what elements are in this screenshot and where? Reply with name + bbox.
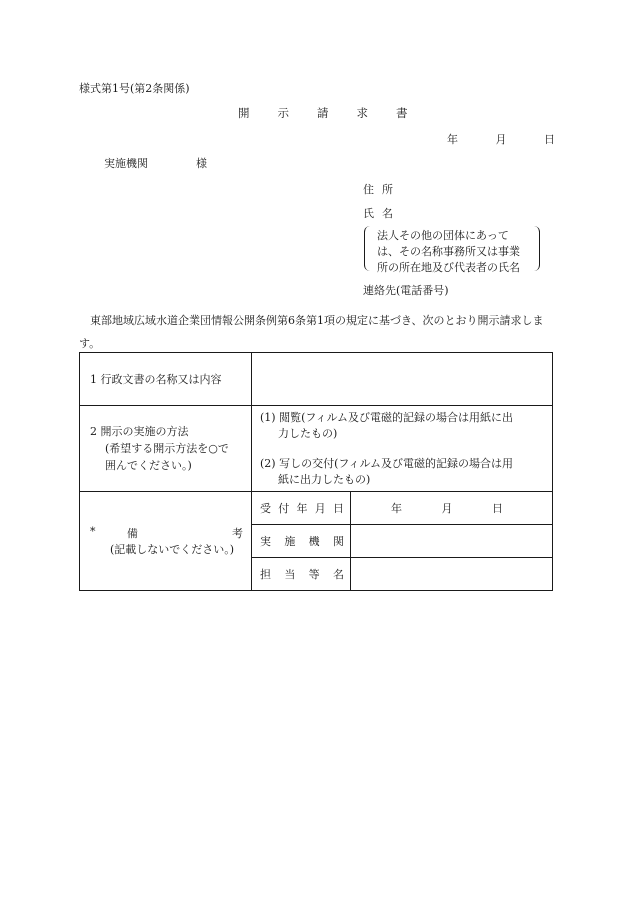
asterisk-mark: * [90,524,96,538]
day-label: 日 [544,133,555,146]
method-note-line: (希望する開示方法を○で [105,442,229,455]
note-line: は、その名称事務所又は事業 [377,245,520,258]
received-date-label: 受 付 年 月 日 [252,492,351,525]
document-name-field[interactable] [252,353,553,406]
table-row [80,353,553,406]
year-label: 年 [447,133,458,146]
recipient-label: 実施機関 [104,157,148,170]
document-name-label: 1 行政文書の名称又は内容 [80,353,252,406]
method-heading: 2 開示の実施の方法 [90,425,189,438]
officer-label: 担 当 等 名 [252,558,351,591]
intro-paragraph: 東部地域広域水道企業団情報公開条例第6条第1項の規定に基づき、次のとおり開示請求します。 [79,314,544,350]
option-viewing[interactable]: (1) 閲覧(フィルム及び電磁的記録の場合は用紙に出 力したもの) [260,410,514,440]
table-row [80,406,553,492]
note-line: 法人その他の団体にあって [377,229,509,242]
recipient-suffix: 様 [196,157,207,170]
disclosure-method-label [80,406,252,492]
table-row [80,492,553,525]
remarks-label [80,492,252,591]
page-title: 開示請求書 [238,106,436,120]
corporation-note [364,226,540,274]
remarks-char: 備 [126,526,138,540]
year-label: 年 [391,502,402,515]
agency-field[interactable] [351,525,553,558]
address-label: 住所 [363,183,401,196]
officer-field[interactable] [351,558,553,591]
method-note-line: 囲んでください。) [105,459,192,472]
month-label: 月 [441,502,453,515]
request-table [79,352,553,591]
remarks-char: 考 [232,526,243,540]
agency-label: 実 施 機 関 [252,525,351,558]
request-date [447,134,555,145]
day-label: 日 [492,502,503,515]
contact-label: 連絡先(電話番号) [363,284,449,297]
month-label: 月 [495,133,507,146]
remarks-note: (記載しないでください。) [110,542,235,556]
form-number: 様式第1号(第2条関係) [79,82,190,95]
option-copy[interactable]: (2) 写しの交付(フィルム及び電磁的記録の場合は用 紙に出力したもの) [260,456,514,486]
disclosure-method-options [252,406,553,492]
name-label: 氏名 [363,207,401,220]
received-date-field[interactable] [351,492,553,525]
note-line: 所の所在地及び代表者の氏名 [377,261,520,274]
